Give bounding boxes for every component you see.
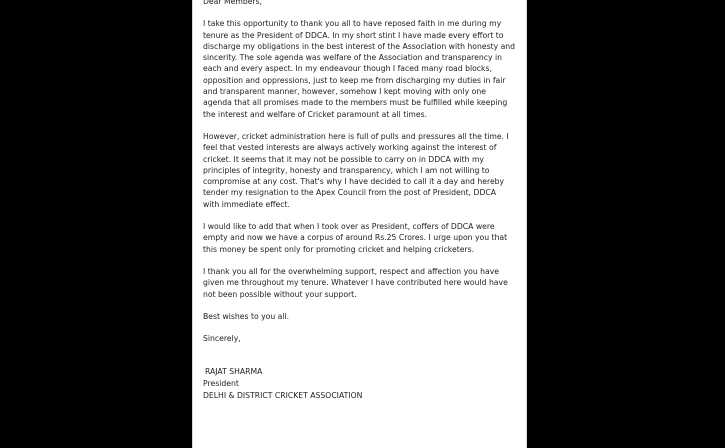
closing-sincerely: Sincerely,: [203, 334, 241, 344]
text-line: sincerity. The sole agenda was welfare of the Association and transparency in: [203, 53, 502, 63]
signatory-title: President: [203, 379, 239, 389]
text-line: However, cricket administration here is full of pulls and pressures all the time. I: [203, 131, 509, 141]
text-line: not been possible without your support.: [203, 289, 357, 299]
paragraph-resignation: [203, 131, 526, 210]
paragraph-corpus: [203, 221, 526, 255]
text-line: this money be spent only for promoting cricket and helping cricketers.: [203, 244, 475, 254]
paragraph-gap: [203, 255, 526, 266]
text-line: I thank you all for the overwhelming support, respect and affection you have: [203, 266, 500, 276]
text-line: feel that vested interests are always actively working against the interest of: [203, 143, 497, 153]
text-line: cricket. It seems that it may not be possible to carry on in DDCA with my: [203, 154, 484, 164]
text-line: I would like to add that when I took over as President, coffers of DDCA were: [203, 222, 495, 232]
paragraph-gap: [203, 344, 526, 355]
text-line: I take this opportunity to thank you all to have reposed faith in me during my: [203, 19, 502, 29]
text-line: the interest and welfare of Cricket paramount at all times.: [203, 109, 428, 119]
paragraph-thanks: [203, 266, 526, 300]
paragraph-gap: [203, 322, 526, 333]
greeting: Dear Members,: [203, 0, 263, 6]
text-line: and transparent manner, however, somehow I kept moving with only one: [203, 87, 486, 97]
text-line: compromise at any cost. That's why I have decided to call it a day and hereby: [203, 177, 505, 187]
signature-space: [203, 355, 526, 366]
paragraph-gap: [203, 120, 526, 131]
signatory-name: RAJAT SHARMA: [205, 367, 263, 377]
paragraph-gap: [203, 210, 526, 221]
signature-block: [203, 366, 526, 402]
text-line: given me throughout my tenure. Whatever I have contributed here would have: [203, 278, 508, 288]
paragraph-gratitude: [203, 18, 526, 120]
text-line: tender my resignation to the Apex Council from the post of President, DDCA: [203, 188, 497, 198]
signatory-organization: DELHI & DISTRICT CRICKET ASSOCIATION: [203, 391, 363, 401]
paragraph-gap: [203, 7, 526, 18]
text-line: with immediate effect.: [203, 199, 290, 209]
text-line: principles of integrity, honesty and transparency, which I am not willing to: [203, 165, 490, 175]
text-line: each and every aspect. In my endeavour though I faced many road blocks,: [203, 64, 492, 74]
text-line: opposition and oppressions, just to keep me from discharging my duties in fair: [203, 75, 506, 85]
closing-wishes: Best wishes to you all.: [203, 311, 290, 321]
text-line: empty and now we have a corpus of around Rs.25 Crores. I urge upon you that: [203, 233, 508, 243]
text-line: agenda that all promises made to the members must be fulfilled while keeping: [203, 98, 508, 108]
paragraph-gap: [203, 300, 526, 311]
resignation-letter: [192, 0, 527, 448]
text-line: discharge my obligations in the best interest of the Association with honesty and: [203, 41, 516, 51]
text-line: tenure as the President of DDCA. In my short stint I have made every effort to: [203, 30, 504, 40]
